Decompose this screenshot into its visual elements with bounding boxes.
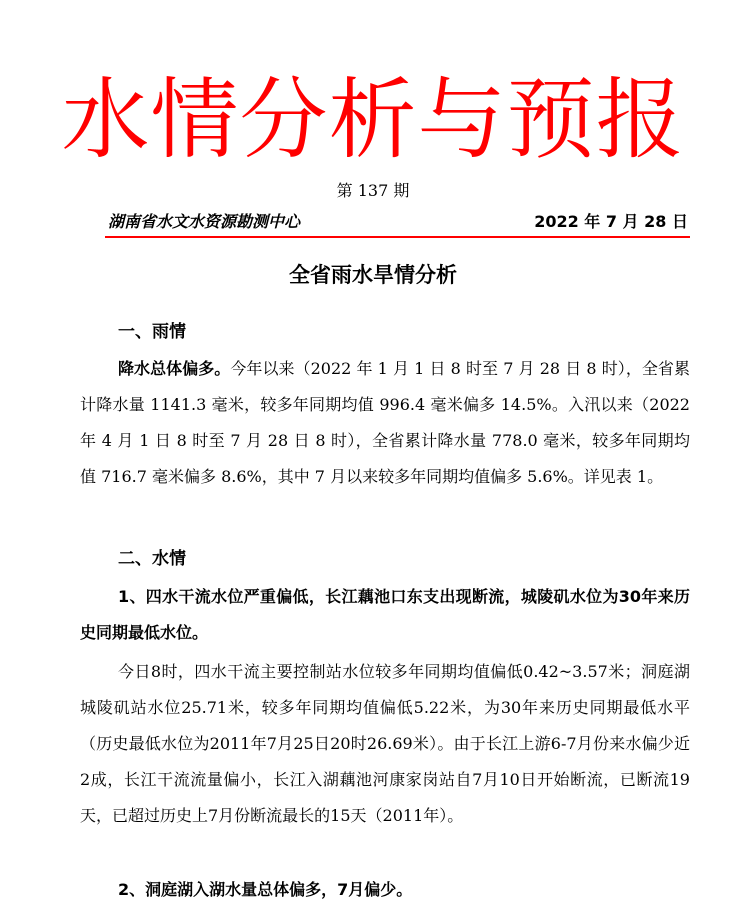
header-divider bbox=[105, 236, 690, 238]
masthead-title: 水情分析与预报 bbox=[61, 68, 685, 171]
rain-lead-sentence: 降水总体偏多。 bbox=[118, 359, 231, 378]
section-heading-rain: 一、雨情 bbox=[118, 322, 186, 342]
document-title: 全省雨水旱情分析 bbox=[289, 263, 457, 287]
rain-body-text: 今年以来（2022 年 1 月 1 日 8 时至 7 月 28 日 8 时），全省累计降水量 1141.3 毫米，较多年同期均值 996.4 毫米偏多 14.5%。入汛以来（2022 年 4 月 1 日 8 时至 7 月 28 日 8 时），全省累计降水量 778.0 毫米，较多年同期均值 716.7 毫米偏多 8.6%，其中 7 月以来较多年同期均值偏多 5.6%。详见表 1。 bbox=[80, 359, 690, 486]
header-info-row bbox=[108, 211, 688, 235]
organization-name: 湖南省水文水资源勘测中心 bbox=[108, 212, 301, 231]
issue-number: 第 137 期 bbox=[336, 181, 410, 200]
water-subheading-1: 1、四水干流水位严重偏低，长江藕池口东支出现断流，城陵矶水位为30年来历史同期最低水位。 bbox=[80, 587, 690, 642]
water-subheading-2: 2、洞庭湖入湖水量总体偏多，7月偏少。 bbox=[118, 880, 413, 899]
rain-paragraph bbox=[80, 351, 690, 531]
water-paragraph-1: 今日8时，四水干流主要控制站水位较多年同期均值偏低0.42~3.57米；洞庭湖城陵矶站水位25.71米，较多年同期均值偏低5.22米，为30年来历史同期最低水平（历史最低水位为2011年7月25日20时26.69米）。由于长江上游6-7月份来水偏少近2成，长江干流流量偏小，长江入湖藕池河康家岗站自7月10日开始断流，已断流19天，已超过历史上7月份断流最长的15天（2011年）。 bbox=[80, 662, 690, 825]
section-heading-water: 二、水情 bbox=[118, 549, 186, 569]
publication-date: 2022 年 7 月 28 日 bbox=[534, 212, 688, 231]
